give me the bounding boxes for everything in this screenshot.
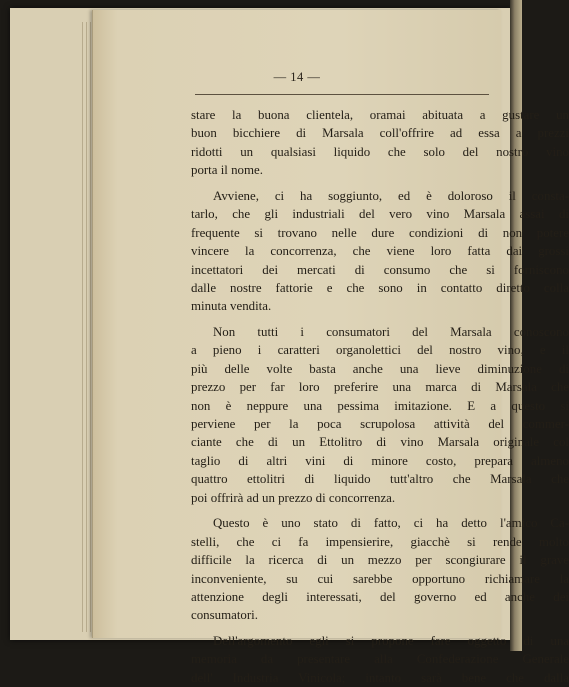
text-line: quattro ettolitri di liquido tutt'altro che Marsala che xyxy=(191,472,569,487)
text-line: incettatori dei mercati di consumo che si forniscono xyxy=(191,262,569,277)
paragraph-gap xyxy=(191,625,569,632)
text-line: difficile la ricerca di un mezzo per scongiurare il grave xyxy=(191,553,569,568)
text-line: ciante che di un Ettolitro di vino Marsala originale col xyxy=(191,435,569,450)
text-line: Non tutti i consumatori del Marsala conoscono xyxy=(213,324,569,339)
text-line: taglio di altri vini di minore costo, prepara almeno xyxy=(191,453,569,468)
text-line: buon bicchiere di Marsala coll'offrire ad essa a prezzi xyxy=(191,126,569,141)
text-line: dell' Industria Vinicola; intanto sarà bene che dalla xyxy=(191,670,569,685)
paragraph-gap xyxy=(191,316,569,323)
page-edge-line xyxy=(86,22,87,632)
text-line: Dell'argomento egli si propone fare oggetto di una xyxy=(213,633,569,648)
text-line: inconveniente, su cui sarebbe opportuno richiamare la xyxy=(191,571,569,586)
paragraph-gap xyxy=(191,507,569,514)
text-line: attenzione degli interessati, del governo ed anche dei xyxy=(191,589,569,604)
text-line: non è neppure una pessima imitazione. E a questo si xyxy=(191,398,569,413)
text-line: ridotti un qualsiasi liquido che solo del nostro vino xyxy=(191,144,569,159)
text-line: porta il nome. xyxy=(191,163,263,178)
text-line: Avviene, ci ha soggiunto, ed è doloroso il consta- xyxy=(213,188,569,203)
page-edge-line xyxy=(90,22,91,632)
text-line: stelli, che ci fa impensierire, giacchè si rende molto xyxy=(191,534,569,549)
text-line: Questo è uno stato di fatto, ci ha detto l'amico Ca- xyxy=(213,516,569,531)
text-line: consumatori. xyxy=(191,608,258,623)
text-line: perviene per la poca scrupolosa attività del commer- xyxy=(191,417,569,431)
text-line: dalle nostre fattorie e che sono in contatto diretto colla xyxy=(191,280,569,295)
text-line: tarlo, che gli industriali del vero vino Marsala assai di xyxy=(191,207,569,222)
text-line: poi offrirà ad un prezzo di concorrenza. xyxy=(191,490,396,505)
page-edge-line xyxy=(82,22,83,632)
document-page xyxy=(92,10,569,685)
text-line: frequente si trovano nelle dure condizioni di non potere xyxy=(191,225,569,240)
paragraph-gap xyxy=(191,180,569,187)
text-line: a pieno i caratteri organolettici del nostro vino, e il xyxy=(191,343,569,358)
header-rule xyxy=(195,94,489,95)
text-line: vincere la concorrenza, che viene loro fatta dai grossi xyxy=(191,244,569,259)
body-text xyxy=(191,106,569,687)
text-line: stare la buona clientela, oramai abituata a gustare un xyxy=(191,108,569,122)
text-line: più delle volte basta anche una lieve diminuzione di xyxy=(191,361,569,376)
text-line: minuta vendita. xyxy=(191,299,272,314)
text-line: prezzo per far loro preferire una marca di Marsala che xyxy=(191,380,569,395)
text-line: memoria da presentare alla Confederazione Generale xyxy=(191,652,569,667)
page-number: — 14 — xyxy=(273,70,321,84)
